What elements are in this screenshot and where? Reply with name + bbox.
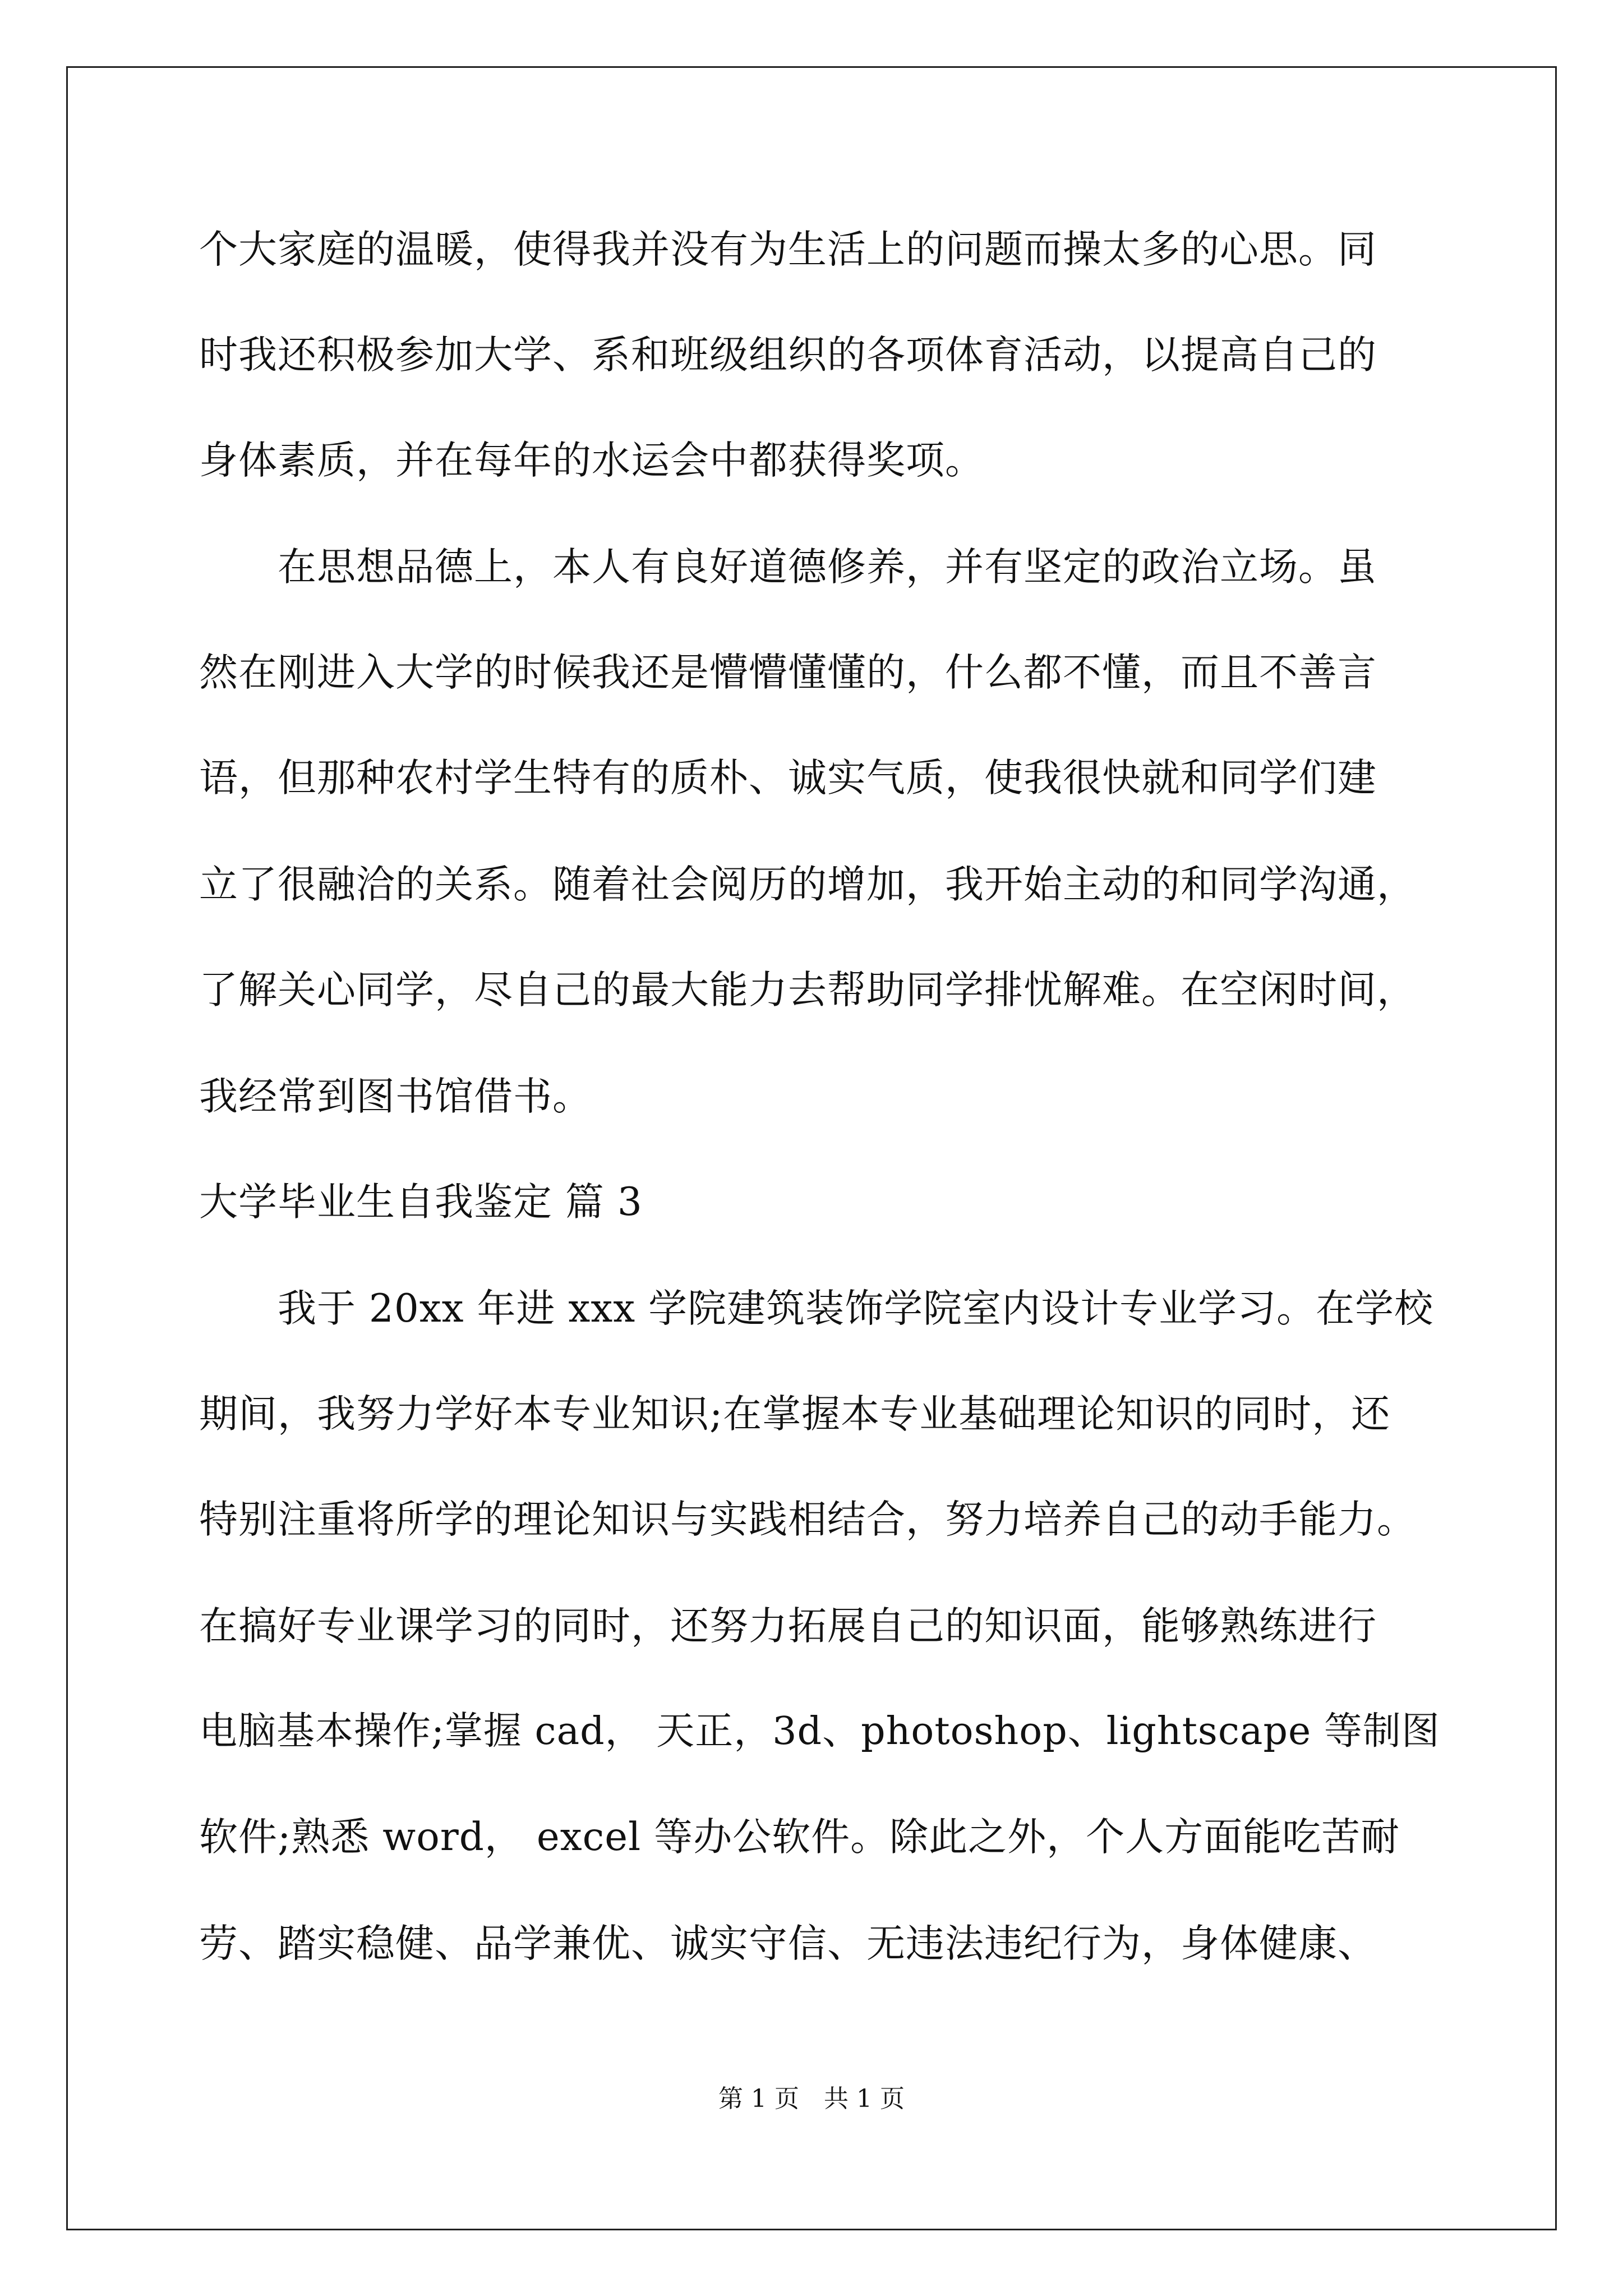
text-line: 然在刚进入大学的时候我还是懵懵懂懂的，什么都不懂，而且不善言 <box>199 650 1377 695</box>
text-line: 立了很融洽的关系。随着社会阅历的增加，我开始主动的和同学沟通， <box>199 862 1416 907</box>
text-line: 身体素质，并在每年的水运会中都获得奖项。 <box>199 438 984 483</box>
text-line: 语，但那种农村学生特有的质朴、诚实气质，使我很快就和同学们建 <box>199 756 1377 800</box>
text-line: 在搞好专业课学习的同时，还努力拓展自己的知识面，能够熟练进行 <box>199 1604 1377 1649</box>
section-heading: 大学毕业生自我鉴定 篇 3 <box>199 1180 643 1225</box>
text-line: 电脑基本操作;掌握 cad， 天正，3d、photoshop、lightscape 等制图 <box>199 1709 1440 1754</box>
text-line: 期间，我努力学好本专业知识;在掌握本专业基础理论知识的同时，还 <box>199 1392 1391 1437</box>
text-line: 在思想品德上，本人有良好道德修养，并有坚定的政治立场。虽 <box>199 545 1377 590</box>
text-line: 时我还积极参加大学、系和班级组织的各项体育活动，以提高自己的 <box>199 333 1377 378</box>
text-line: 劳、踏实稳健、品学兼优、诚实守信、无违法违纪行为，身体健康、 <box>199 1921 1377 1966</box>
page-number-footer: 第 1 页 共 1 页 <box>718 2085 905 2113</box>
text-line: 个大家庭的温暖，使得我并没有为生活上的问题而操太多的心思。同 <box>199 227 1377 272</box>
text-line: 特别注重将所学的理论知识与实践相结合，努力培养自己的动手能力。 <box>199 1497 1416 1542</box>
text-line: 软件;熟悉 word， excel 等办公软件。除此之外，个人方面能吃苦耐 <box>199 1815 1400 1860</box>
text-line: 我经常到图书馆借书。 <box>199 1074 592 1119</box>
text-line: 我于 20xx 年进 xxx 学院建筑装饰学院室内设计专业学习。在学校 <box>199 1286 1434 1331</box>
page-border <box>66 66 1557 2230</box>
text-line: 了解关心同学，尽自己的最大能力去帮助同学排忧解难。在空闲时间， <box>199 968 1416 1013</box>
